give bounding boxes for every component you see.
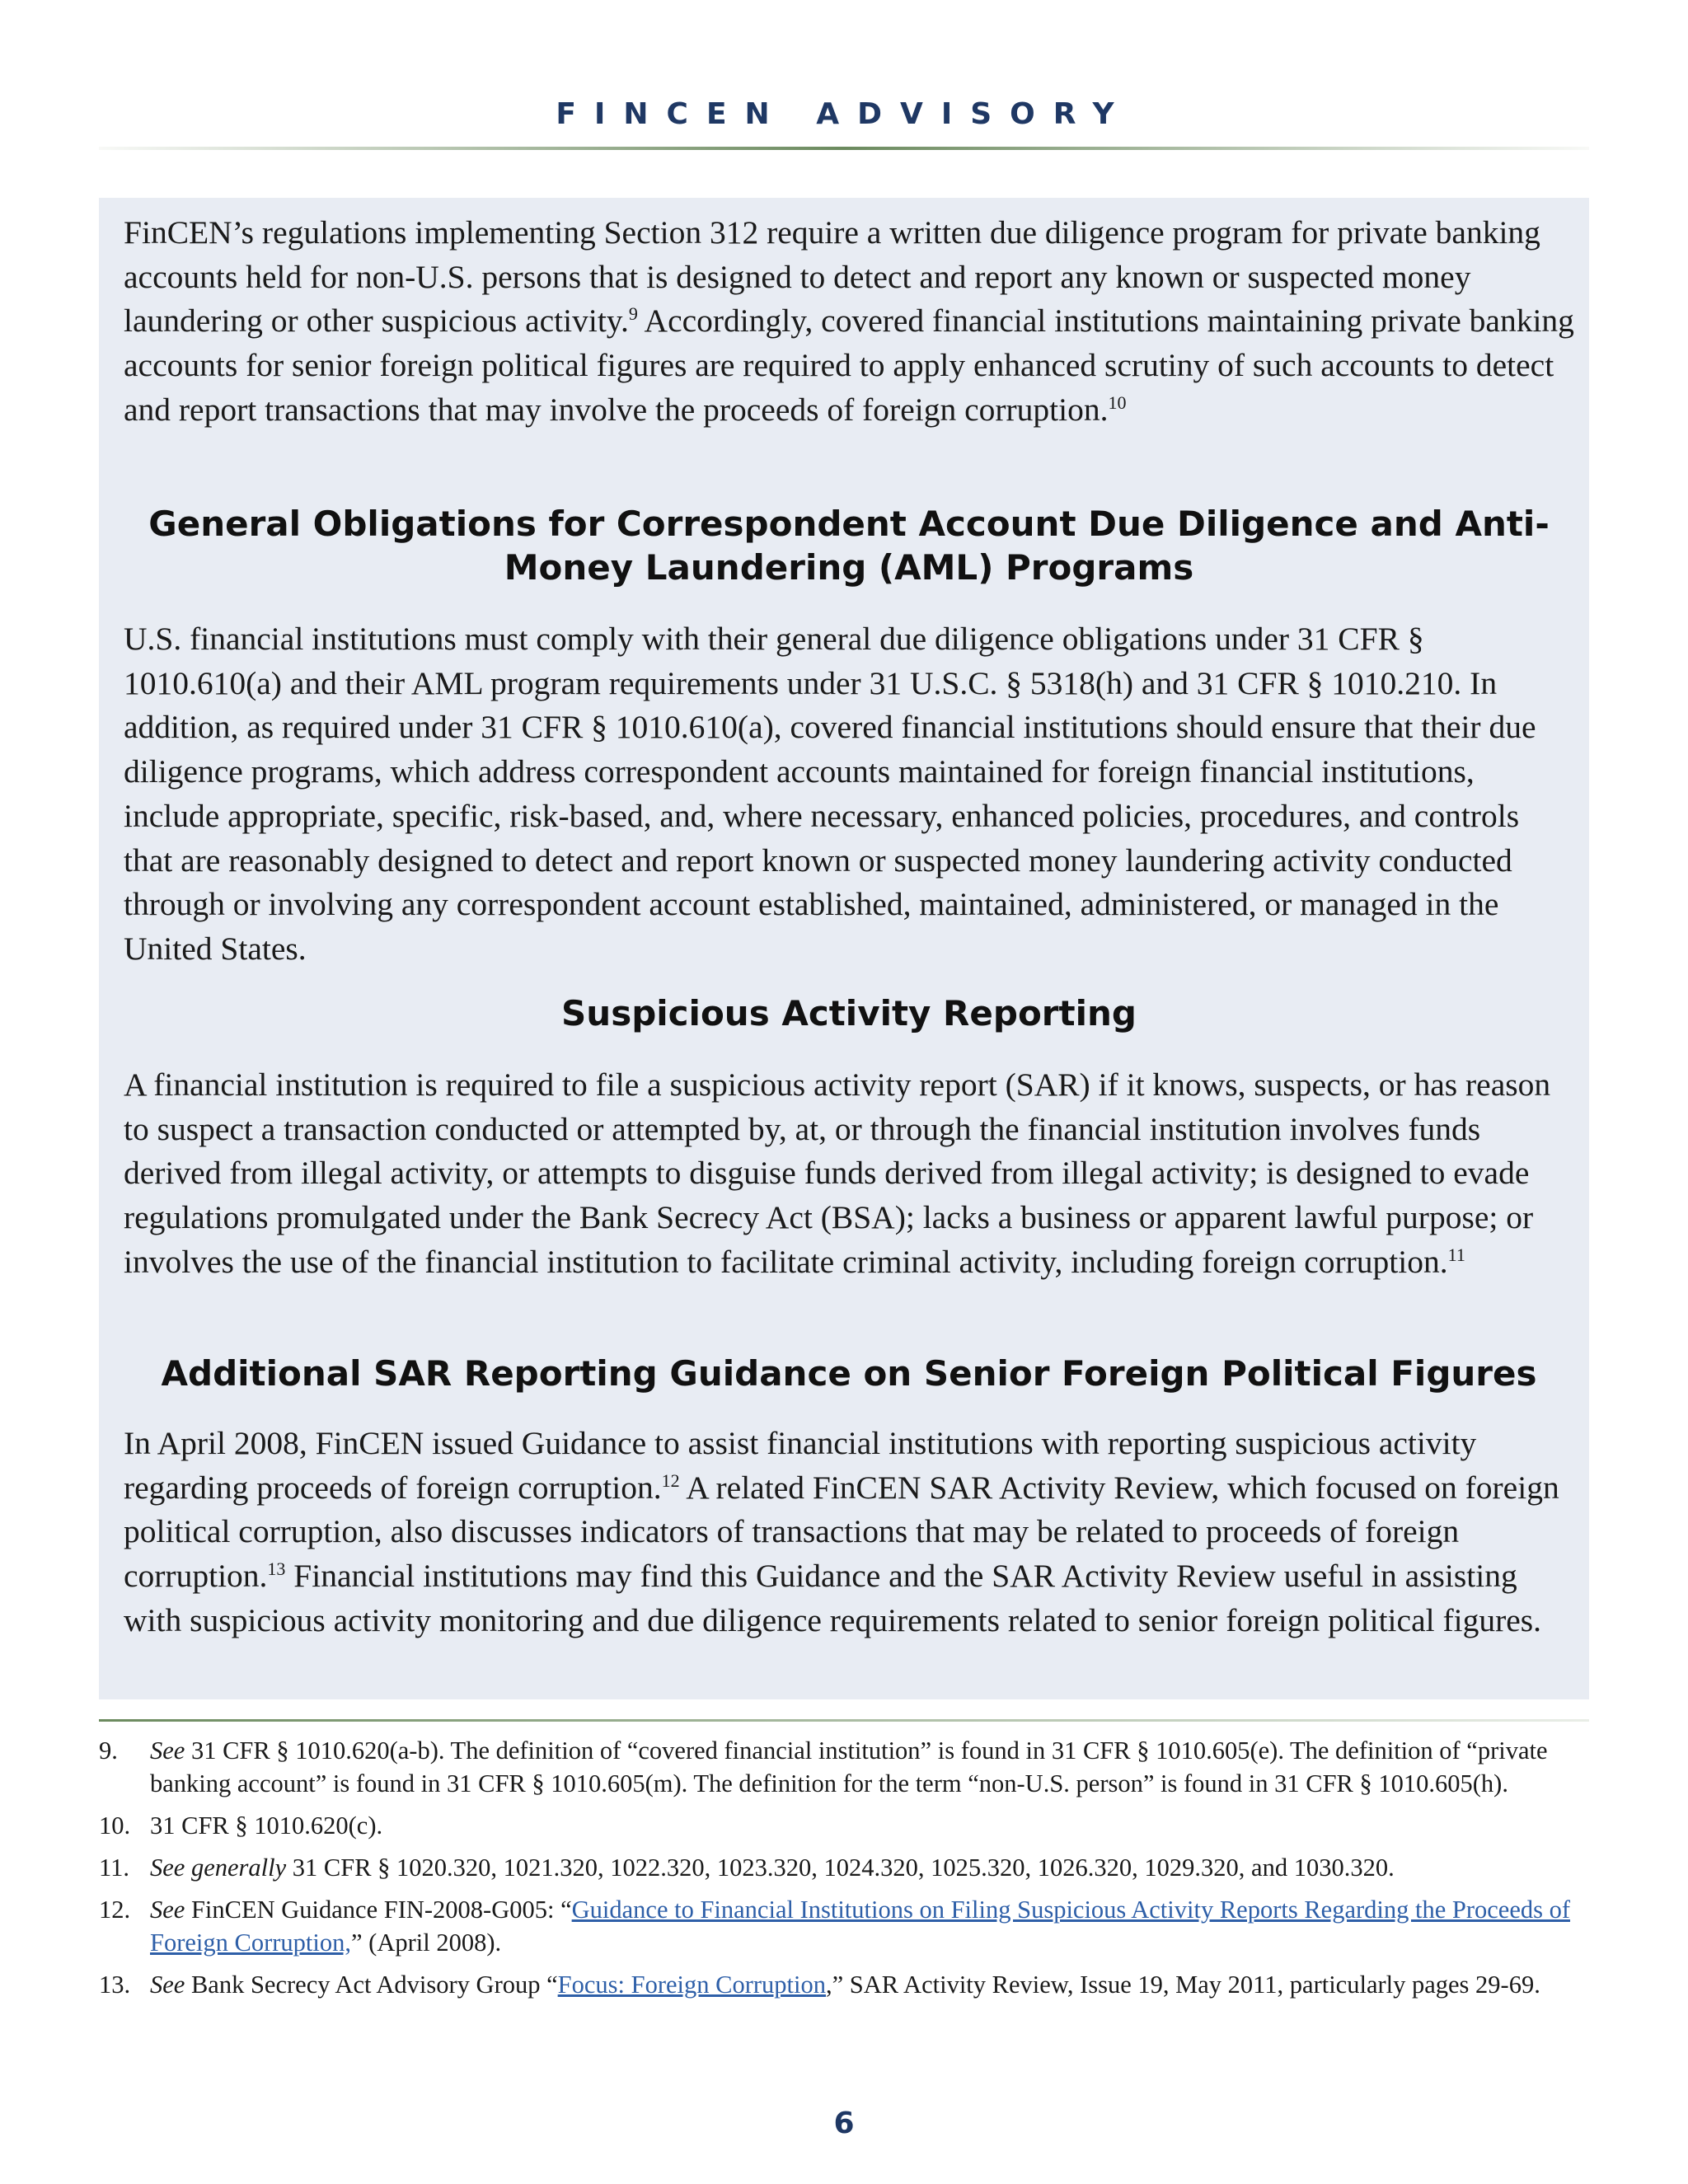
paragraph-private-banking: [124, 211, 1574, 433]
guidance-document-link[interactable]: Guidance to Financial Institutions on Filing Suspicious Activity Reports Regarding the Proceeds of Foreign Corruption,: [150, 1896, 1571, 1957]
footnote-ref[interactable]: 13: [267, 1558, 286, 1579]
footnote-text: 31 CFR § 1010.620(c).: [150, 1811, 383, 1840]
paragraph-text: Accordingly, covered financial institutions maintaining private banking accounts for senior foreign political figures are required to apply enhanced scrutiny of such accounts to detect and report transactions that may involve the proceeds of foreign corruption.: [124, 302, 1574, 428]
footnote-text: FinCEN Guidance FIN-2008-G005: “: [185, 1896, 572, 1924]
heading-suspicious-activity-reporting: Suspicious Activity Reporting: [561, 993, 1137, 1033]
footnote-number: 9.: [99, 1736, 118, 1765]
footnote-signal: See: [150, 1971, 185, 1999]
footnote-signal: See generally: [150, 1854, 287, 1882]
paragraph-suspicious-activity: [124, 1063, 1574, 1285]
footnote-number: 12.: [99, 1896, 131, 1924]
footnote-body: [150, 1734, 1582, 1800]
footnote-number: 11.: [99, 1854, 129, 1882]
footnote-ref[interactable]: 10: [1108, 391, 1127, 413]
paragraph-correspondent-account: U.S. financial institutions must comply with their general due diligence obligations under 31 CFR § 1010.610(a) and their AML program requirements under 31 U.S.C. § 5318(h) and 31 CFR § 1010.210. In addition, as required under 31 CFR § 1010.610(a), covered financial institutions should ensure that their due diligence programs, which address correspondent accounts maintained for foreign financial institutions, include appropriate, specific, risk-based, and, where necessary, enhanced policies, procedures, and controls that are reasonably designed to detect and report known or suspected money laundering activity conducted through or involving any correspondent account established, maintained, administered, or managed in the United States.: [124, 621, 1536, 967]
heading-correspondent-account: General Obligations for Correspondent Account Due Diligence and Anti-Money Laundering (AML) Programs: [148, 504, 1550, 588]
footnote-ref[interactable]: 12: [661, 1469, 680, 1491]
footnotes-section: [99, 1734, 1582, 2010]
header-divider: [99, 147, 1589, 150]
footnote-body: [150, 1968, 1582, 2001]
heading-sar-guidance: Additional SAR Reporting Guidance on Senior Foreign Political Figures: [161, 1353, 1537, 1394]
footnote-signal: See: [150, 1736, 185, 1765]
paragraph-text: Financial institutions may find this Guidance and the SAR Activity Review useful in assisting with suspicious activity monitoring and due diligence requirements related to senior foreign political figures.: [124, 1558, 1542, 1638]
footnote-number: 10.: [99, 1811, 131, 1840]
paragraph-text: FinCEN’s regulations implementing Section 312 require a written due diligence program for private banking accounts held for non-U.S. persons that is designed to detect and report any known or suspected money laundering or other suspicious activity.: [124, 214, 1540, 340]
footnote-ref[interactable]: 9: [628, 303, 638, 325]
footnote-text: ” (April 2008).: [351, 1929, 502, 1957]
page-number: 6: [833, 2107, 855, 2140]
focus-foreign-corruption-link[interactable]: Focus: Foreign Corruption: [557, 1971, 826, 1999]
footnote-body: [150, 1851, 1582, 1884]
footnote-10: [99, 1809, 1582, 1842]
paragraph-text: A related FinCEN SAR Activity Review, which focused on foreign political corruption, also discusses indicators of transactions that may be related to proceeds of foreign corruption.: [124, 1469, 1559, 1595]
footnote-13: [99, 1968, 1582, 2001]
footnote-9: [99, 1734, 1582, 1800]
footnote-signal: See: [150, 1896, 185, 1924]
paragraph-text: A financial institution is required to file a suspicious activity report (SAR) if it knows, suspects, or has reason to suspect a transaction conducted or attempted by, at, or through the financial institution involves funds derived from illegal activity, or attempts to disguise funds derived from illegal activity; is designed to evade regulations promulgated under the Bank Secrecy Act (BSA); lacks a business or apparent lawful purpose; or involves the use of the financial institution to facilitate criminal activity, including foreign corruption.: [124, 1066, 1551, 1280]
footnote-text: 31 CFR § 1020.320, 1021.320, 1022.320, 1023.320, 1024.320, 1025.320, 1026.320, 1029.320, and 1030.320.: [286, 1854, 1395, 1882]
paragraph-sar-guidance: [124, 1422, 1574, 1643]
footnote-ref[interactable]: 11: [1447, 1244, 1465, 1265]
footnote-text: ,” SAR Activity Review, Issue 19, May 2011, particularly pages 29-69.: [826, 1971, 1540, 1999]
footnote-divider: [99, 1719, 1589, 1722]
paragraph-text: In April 2008, FinCEN issued Guidance to assist financial institutions with reporting suspicious activity regarding proceeds of foreign corruption.: [124, 1425, 1477, 1506]
footnote-text: Bank Secrecy Act Advisory Group “: [185, 1971, 558, 1999]
page-header-title: FINCEN ADVISORY: [556, 97, 1132, 131]
footnote-number: 13.: [99, 1971, 131, 1999]
footnote-text: 31 CFR § 1010.620(a-b). The definition of “covered financial institution” is found in 31 CFR § 1010.605(e). The definition of “private banking account” is found in 31 CFR § 1010.605(m). The definition for the term “non-U.S. person” is found in 31 CFR § 1010.605(h).: [150, 1736, 1548, 1797]
footnote-12: [99, 1893, 1582, 1959]
footnote-11: [99, 1851, 1582, 1884]
footnote-body: [150, 1893, 1582, 1959]
